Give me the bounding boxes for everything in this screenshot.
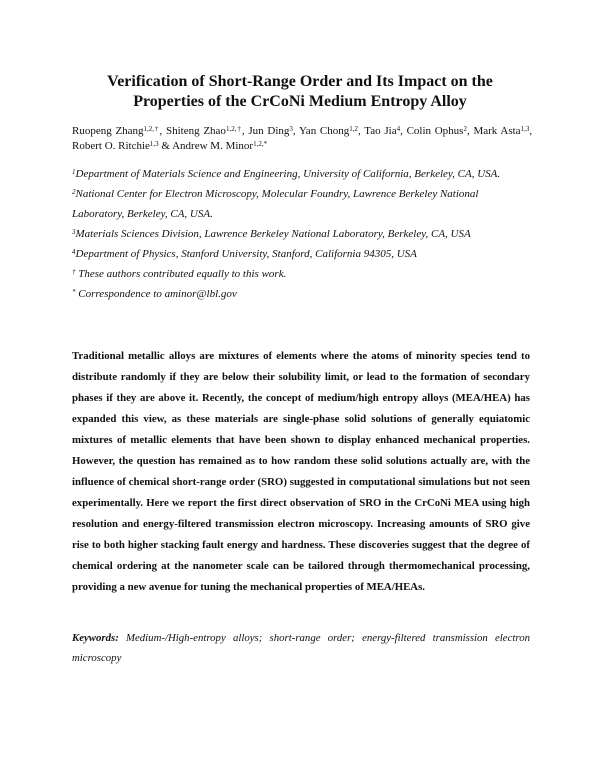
author-separator: & — [158, 140, 173, 152]
author-separator: , — [466, 125, 474, 137]
author-name: Colin Ophus — [406, 125, 464, 137]
affiliation-text: National Center for Electron Microscopy, Molecular Foundry, Lawrence Berkeley National Laboratory, Berkeley, CA, USA. — [72, 188, 479, 220]
author-affiliation-mark: 1,2,* — [253, 140, 268, 148]
affiliation-item — [72, 244, 532, 264]
author-affiliation-mark: 1,2 — [349, 125, 359, 133]
author-name: Tao Jia — [364, 125, 397, 137]
affiliation-text: Materials Sciences Division, Lawrence Berkeley National Laboratory, Berkeley, CA, USA — [75, 228, 471, 240]
affiliation-mark: * — [72, 288, 76, 296]
author-name: Shiteng Zhao — [165, 125, 226, 137]
author-name: Mark Asta — [473, 125, 521, 137]
affiliation-mark: 3 — [72, 228, 76, 236]
affiliation-text: Department of Physics, Stanford University, Stanford, California 94305, USA — [75, 248, 417, 260]
author-name: Andrew M. Minor — [172, 140, 254, 152]
title-line-1: Verification of Short-Range Order and Its Impact on the — [107, 73, 493, 90]
affiliation-mark: 1 — [72, 168, 76, 176]
author-affiliation-mark: 4 — [396, 125, 401, 133]
author-separator: , — [292, 125, 299, 137]
affiliation-text: These authors contributed equally to this work. — [78, 268, 287, 280]
author-separator: , — [159, 125, 166, 137]
author-affiliation-mark: 1,3 — [520, 125, 530, 133]
affiliation-list — [72, 164, 532, 304]
keywords — [72, 628, 530, 668]
author-name: Jun Ding — [248, 125, 290, 137]
title-line-2: Properties of the CrCoNi Medium Entropy Alloy — [133, 93, 467, 110]
affiliation-mark: † — [72, 268, 76, 276]
affiliation-item — [72, 164, 532, 184]
author-affiliation-mark: 1,2,† — [225, 125, 242, 133]
affiliation-item — [72, 184, 532, 224]
author-separator: , — [400, 125, 407, 137]
author-list — [72, 124, 532, 154]
author-name: Ruopeng Zhang — [72, 125, 144, 137]
author-affiliation-mark: 2 — [463, 125, 467, 133]
affiliation-text: Department of Materials Science and Engineering, University of California, Berkeley, CA, USA. — [75, 168, 501, 180]
affiliation-item — [72, 224, 532, 244]
keywords-text: Medium-/High-entropy alloys; short-range order; energy-filtered transmission electron microscopy — [72, 632, 530, 664]
author-name: Yan Chong — [298, 125, 350, 137]
affiliation-mark: 2 — [72, 188, 76, 196]
author-affiliation-mark: 1,3 — [149, 140, 159, 148]
author-affiliation-mark: 3 — [289, 125, 293, 133]
author-separator: , — [529, 125, 533, 137]
footnote-equal-contribution — [72, 264, 532, 284]
footnote-correspondence — [72, 284, 532, 304]
affiliation-text: Correspondence to aminor@lbl.gov — [78, 288, 237, 300]
author-separator: , — [358, 125, 365, 137]
keywords-label: Keywords: — [72, 632, 119, 644]
author-affiliation-mark: 1,2,† — [143, 125, 160, 133]
paper-title — [60, 72, 540, 112]
abstract: Traditional metallic alloys are mixtures of elements where the atoms of minority species tend to distribute randomly if they are below their solubility limit, or lead to the formation of secondary phases if they are above it. Recently, the concept of medium/high entropy alloys (MEA/HEA) has expanded this view, as these materials are single-phase solid solutions of generally equiatomic mixtures of metallic elements that have been shown to display enhanced mechanical properties. However, the question has remained as to how random these solid solutions actually are, with the influence of chemical short-range order (SRO) suggested in computational simulations but not seen experimentally. Here we report the first direct observation of SRO in the CrCoNi MEA using high resolution and energy-filtered transmission electron microscopy. Increasing amounts of SRO give rise to both higher stacking fault energy and hardness. These discoveries suggest that the degree of chemical ordering at the nanometer scale can be tailored through thermomechanical processing, providing a new avenue for tuning the mechanical properties of MEA/HEAs. — [72, 350, 530, 593]
author-separator: , — [241, 125, 249, 137]
author-name: Robert O. Ritchie — [72, 140, 150, 152]
affiliation-mark: 4 — [72, 248, 76, 256]
